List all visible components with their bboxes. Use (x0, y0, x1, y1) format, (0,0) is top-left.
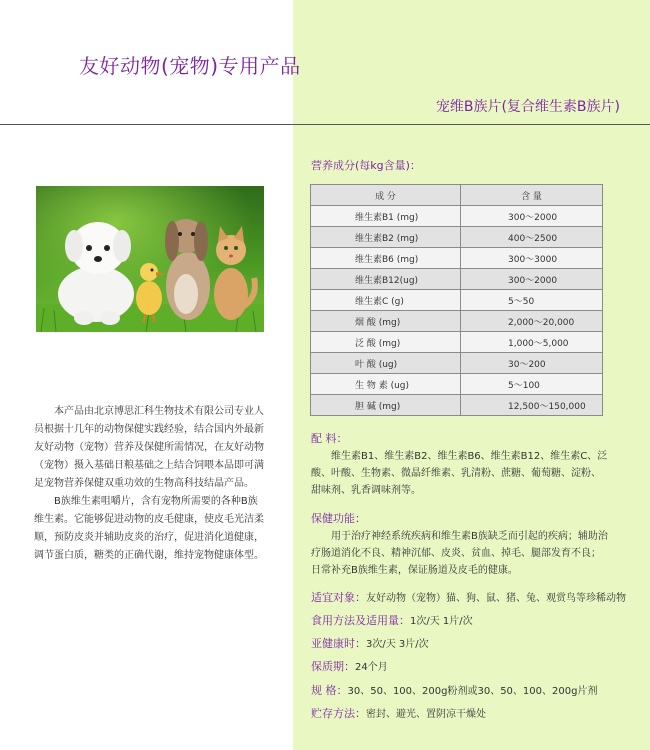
shelf-life-line (311, 658, 388, 674)
rabbit-figure (165, 219, 210, 320)
intro-paragraph-2: B族维生素咀嚼片，含有宠物所需要的各种B族维生素。它能够促进动物的皮毛健康，使皮毛光洁柔顺，预防皮炎并辅助皮炎的治疗，促进消化道健康，调节蛋白质，糖类的正确代谢，维持宠物健康体型。 (34, 496, 264, 561)
dosage-value: 1次/天 1片/次 (410, 616, 473, 627)
ingredients-text: 维生素B1、维生素B2、维生素B6、维生素B12、维生素C、泛酸、叶酸、生物素、微晶纤维素、乳清粉、蔗糖、葡萄糖、淀粉、甜味剂、乳香调味剂等。 (311, 451, 608, 496)
table-row (311, 248, 603, 269)
nutrition-col-amount: 含 量 (461, 185, 603, 206)
nutrient-amount: 300～3000 (461, 248, 603, 269)
intro-text (34, 403, 266, 565)
intro-paragraph-1: 本产品由北京博思汇科生物技术有限公司专业人员根据十几年的动物保健实践经验，结合国内外最新友好动物（宠物）营养及保健所需情况，在友好动物（宠物）摄入基础日粮基础之上结合饲喂本品即可满足宠物营养保健双重功效的生物高科技结晶产品。 (34, 406, 264, 489)
spec-line (311, 682, 597, 698)
nutrient-amount: 30～200 (461, 353, 603, 374)
subhealth-line (311, 635, 429, 651)
nutrient-name: 烟 酸 (mg) (311, 311, 461, 332)
nutrient-amount: 400～2500 (461, 227, 603, 248)
nutrient-name: 维生素C (g) (311, 290, 461, 311)
header-divider (0, 124, 650, 125)
nutrient-name: 维生素B12(ug) (311, 269, 461, 290)
left-panel (0, 0, 293, 750)
target-value: 友好动物（宠物）猫、狗、鼠、猪、兔、观赏鸟等珍稀动物 (366, 593, 626, 604)
target-line (311, 589, 626, 605)
storage-label: 贮存方法： (311, 707, 366, 720)
nutrient-amount: 5～50 (461, 290, 603, 311)
nutrient-name: 维生素B6 (mg) (311, 248, 461, 269)
storage-line (311, 705, 486, 721)
nutrient-amount: 300～2000 (461, 269, 603, 290)
function-heading: 保健功能： (311, 512, 366, 525)
nutrient-amount: 1,000～5,000 (461, 332, 603, 353)
spec-label: 规 格： (311, 684, 348, 697)
nutrient-amount: 12,500～150,000 (461, 395, 603, 416)
nutrient-name: 胆 碱 (mg) (311, 395, 461, 416)
table-row (311, 269, 603, 290)
table-row (311, 395, 603, 416)
nutrition-table (310, 184, 603, 416)
dosage-label: 食用方法及适用量： (311, 614, 410, 627)
nutrient-name: 泛 酸 (mg) (311, 332, 461, 353)
nutrient-name: 维生素B1 (mg) (311, 206, 461, 227)
product-title: 宠维B族片(复合维生素B族片) (435, 99, 620, 115)
shelf-life-value: 24个月 (355, 662, 388, 673)
subhealth-label: 亚健康时： (311, 637, 366, 650)
pets-photo (36, 186, 264, 332)
table-row (311, 353, 603, 374)
subhealth-value: 3次/天 3片/次 (366, 639, 429, 650)
nutrient-name: 叶 酸 (ug) (311, 353, 461, 374)
table-row (311, 290, 603, 311)
spec-value: 30、50、100、200g粉剂或30、50、100、200g片剂 (347, 686, 598, 697)
nutrient-amount: 5～100 (461, 374, 603, 395)
nutrient-amount: 300～2000 (461, 206, 603, 227)
table-row (311, 227, 603, 248)
table-row (311, 311, 603, 332)
table-row (311, 332, 603, 353)
nutrition-col-component: 成 分 (311, 185, 461, 206)
table-row (311, 206, 603, 227)
nutrient-name: 生 物 素 (ug) (311, 374, 461, 395)
dosage-line (311, 612, 473, 628)
storage-value: 密封、避光、置阴凉干燥处 (366, 709, 486, 720)
nutrition-heading: 营养成分(每kg含量)： (311, 159, 421, 172)
ingredients-heading: 配 料： (311, 432, 348, 445)
function-text: 用于治疗神经系统疾病和维生素B族缺乏而引起的疾病；辅助治疗肠道消化不良、精神沉郁、皮炎、贫血、掉毛、腿部发育不良；日常补充B族维生素，保证肠道及皮毛的健康。 (311, 531, 608, 576)
table-row (311, 374, 603, 395)
nutrient-amount: 2,000～20,000 (461, 311, 603, 332)
nutrient-name: 维生素B2 (mg) (311, 227, 461, 248)
shelf-life-label: 保质期： (311, 660, 355, 673)
target-label: 适宜对象： (311, 591, 366, 604)
brand-title: 友好动物(宠物)专用产品 (79, 54, 301, 78)
